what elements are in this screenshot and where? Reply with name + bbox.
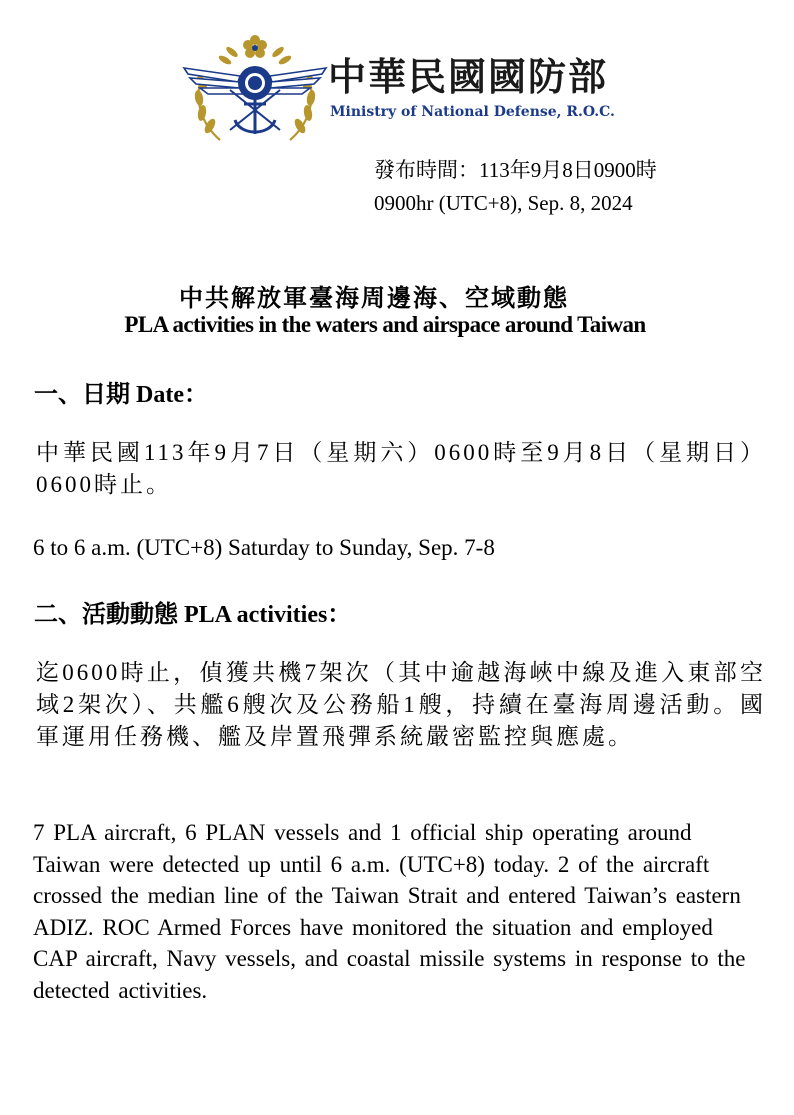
document-title-en: PLA activities in the waters and airspace around Taiwan [124,312,646,337]
section-date-heading: 一、日期 Date： [34,382,208,408]
mnd-emblem-icon [180,28,330,146]
document-title-zh: 中共解放軍臺海周邊海、空域動態 [179,286,569,312]
release-time-en: 0900hr (UTC+8), Sep. 8, 2024 [374,191,633,215]
release-time [374,154,657,220]
section-date-body-zh: 中華民國113年9月7日（星期六）0600時至9月8日（星期日）0600時止。 [36,440,766,497]
org-name-zh: 中華民國國防部 [328,55,609,99]
section-activities-body-en: 7 PLA aircraft, 6 PLAN vessels and 1 official ship operating around Taiwan were detected up until 6 a.m. (UTC+8) today. 2 of the aircraft crossed the median line of the Taiwan Strait and entered Taiwan’s eastern ADIZ. ROC Armed Forces have monitored the situation and employed CAP aircraft, Navy vessels, and coastal missile systems in response to the detected activities. [33,820,746,1003]
release-time-zh: 發布時間：113年9月8日0900時 [374,158,657,182]
section-date-body-en: 6 to 6 a.m. (UTC+8) Saturday to Sunday, Sep. 7-8 [33,535,495,560]
org-name-en: Ministry of National Defense, R.O.C. [330,104,615,120]
section-activities-heading: 二、活動動態 PLA activities： [34,602,352,628]
section-activities-body-zh: 迄0600時止，偵獲共機7架次（其中逾越海峽中線及進入東部空域2架次）、共艦6艘次及公務船1艘，持續在臺海周邊活動。國軍運用任務機、艦及岸置飛彈系統嚴密監控與應處。 [36,660,766,749]
